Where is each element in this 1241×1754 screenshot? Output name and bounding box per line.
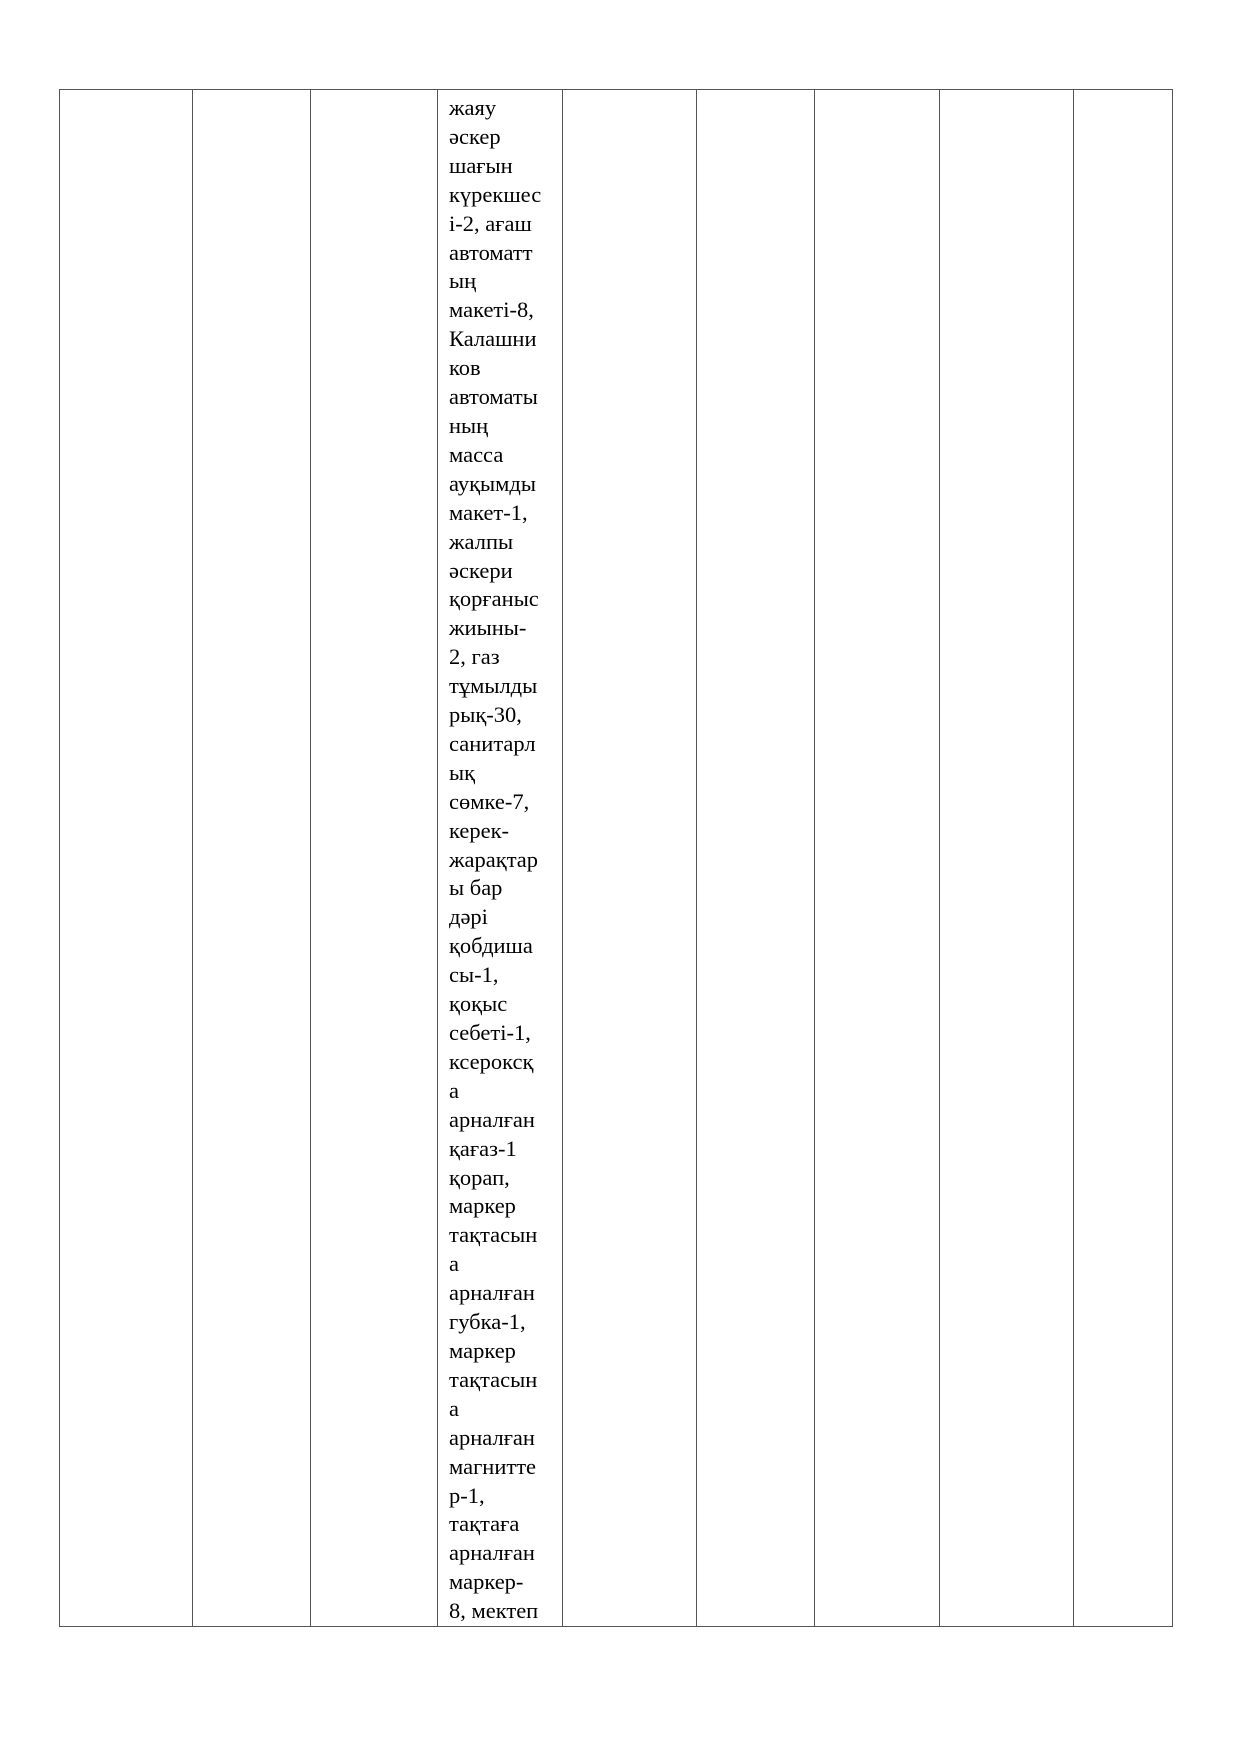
text-line: макет-1, [449,499,528,525]
text-line: магнитте [449,1453,537,1479]
table-cell-empty [60,90,193,1627]
table-cell-empty [1074,90,1173,1627]
text-line: қоқыс [449,991,508,1017]
text-line: сөмке-7, [449,788,530,814]
text-line: жаяу [449,95,497,120]
text-line: қорғаныс [449,586,539,612]
text-line: 8, мектеп [449,1598,539,1624]
text-line: р-1, [449,1482,485,1508]
text-line: әскер [449,123,501,149]
text-line: дәрі [449,904,488,930]
text-line: ксероксқ [449,1048,534,1074]
text-line: қорап, [449,1164,510,1190]
table-row [60,90,1173,1627]
text-line: ның [449,412,489,438]
text-line: керек- [449,817,510,843]
table-cell-empty [311,90,438,1627]
table-cell-empty [193,90,311,1627]
text-line: автоматт [449,239,533,265]
table-cell-empty [940,90,1074,1627]
text-line: арналған [449,1540,535,1566]
text-line: і-2, ағаш [449,210,532,236]
text-line: тақтасын [449,1366,538,1392]
text-line: ың [449,268,477,294]
text-line: маркер [449,1337,516,1363]
text-line: 2, газ [449,644,500,670]
text-line: а [449,1395,459,1421]
text-line: жиыны- [449,615,527,641]
text-line: арналған [449,1280,535,1306]
text-line: маркер [449,1193,516,1219]
table-cell-empty [815,90,940,1627]
text-line: жарақтар [449,846,539,872]
table-cell-empty [563,90,697,1627]
text-line: масса [449,441,504,467]
text-line: арналған [449,1424,535,1450]
text-line: автоматы [449,384,538,410]
text-line: а [449,1251,459,1277]
text-line: тақтаға [449,1511,520,1537]
text-line: ы бар [449,875,503,901]
table-cell-equipment-list [438,90,563,1627]
text-line: себеті-1, [449,1020,531,1045]
text-line: ков [449,355,481,381]
text-line: жалпы [449,528,514,554]
text-line: маркер- [449,1569,524,1595]
text-line: тұмылды [449,673,538,699]
text-line: тақтасын [449,1222,538,1248]
text-line: қобдиша [449,933,533,959]
text-line: арналған [449,1106,535,1132]
text-line: ауқымды [449,470,536,496]
text-line: әскери [449,557,513,583]
text-line: рық-30, [449,702,522,728]
text-line: күрекшес [449,181,542,207]
text-line: макеті-8, [449,297,534,323]
table-cell-empty [697,90,815,1627]
text-line: шағын [449,152,513,178]
text-line: санитарл [449,730,536,756]
text-line: а [449,1077,459,1103]
text-line: Калашни [449,326,537,352]
equipment-list-text [438,90,562,1626]
text-line: қағаз-1 [449,1135,517,1161]
text-line: губка-1, [449,1309,526,1335]
text-line: ық [449,759,476,785]
text-line: сы-1, [449,962,499,988]
equipment-table [59,89,1173,1627]
